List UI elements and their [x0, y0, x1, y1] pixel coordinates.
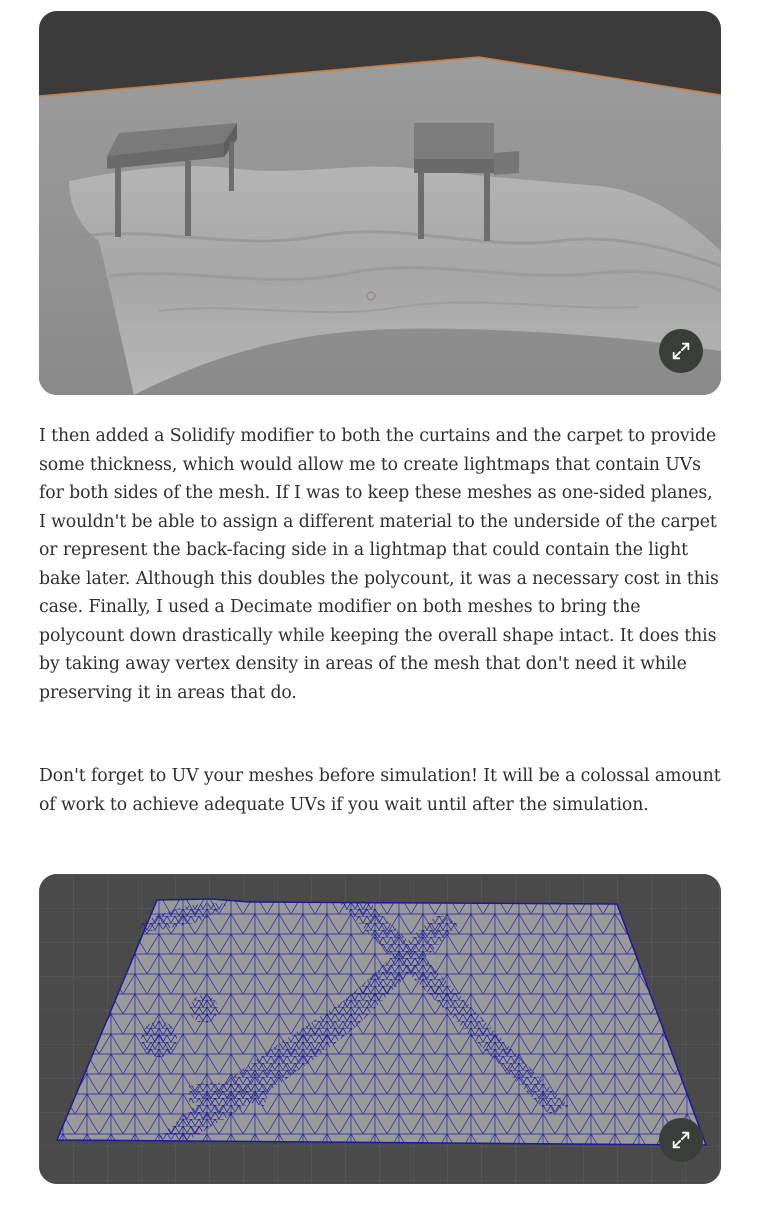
wireframe-render-image: [39, 874, 721, 1184]
expand-image-button[interactable]: [659, 329, 703, 373]
expand-icon: [670, 1129, 692, 1151]
carpet-render-image: [39, 11, 721, 395]
viewport-render: [39, 11, 721, 395]
article-paragraph: Don't forget to UV your meshes before simulation! It will be a colossal amount of work to achieve adequate UVs if you wait until after the simulation.: [39, 766, 721, 815]
expand-icon: [670, 340, 692, 362]
expand-image-button[interactable]: [659, 1118, 703, 1162]
article-paragraph: I then added a Solidify modifier to both the curtains and the carpet to provide some thickness, which would allow me to create lightmaps that contain UVs for both sides of the mesh. If I was to keep these meshes as one-sided planes, I wouldn't be able to assign a different material to the underside of the carpet or represent the back-facing side in a lightmap that could contain the light bake later. Although this doubles the polycount, it was a necessary cost in this case. Finally, I used a Decimate modifier on both meshes to bring the polycount down drastically while keeping the overall shape intact. It does this by taking away vertex density in areas of the mesh that don't need it while preserving it in areas that do.: [39, 426, 719, 703]
wireframe-render: [39, 874, 721, 1184]
